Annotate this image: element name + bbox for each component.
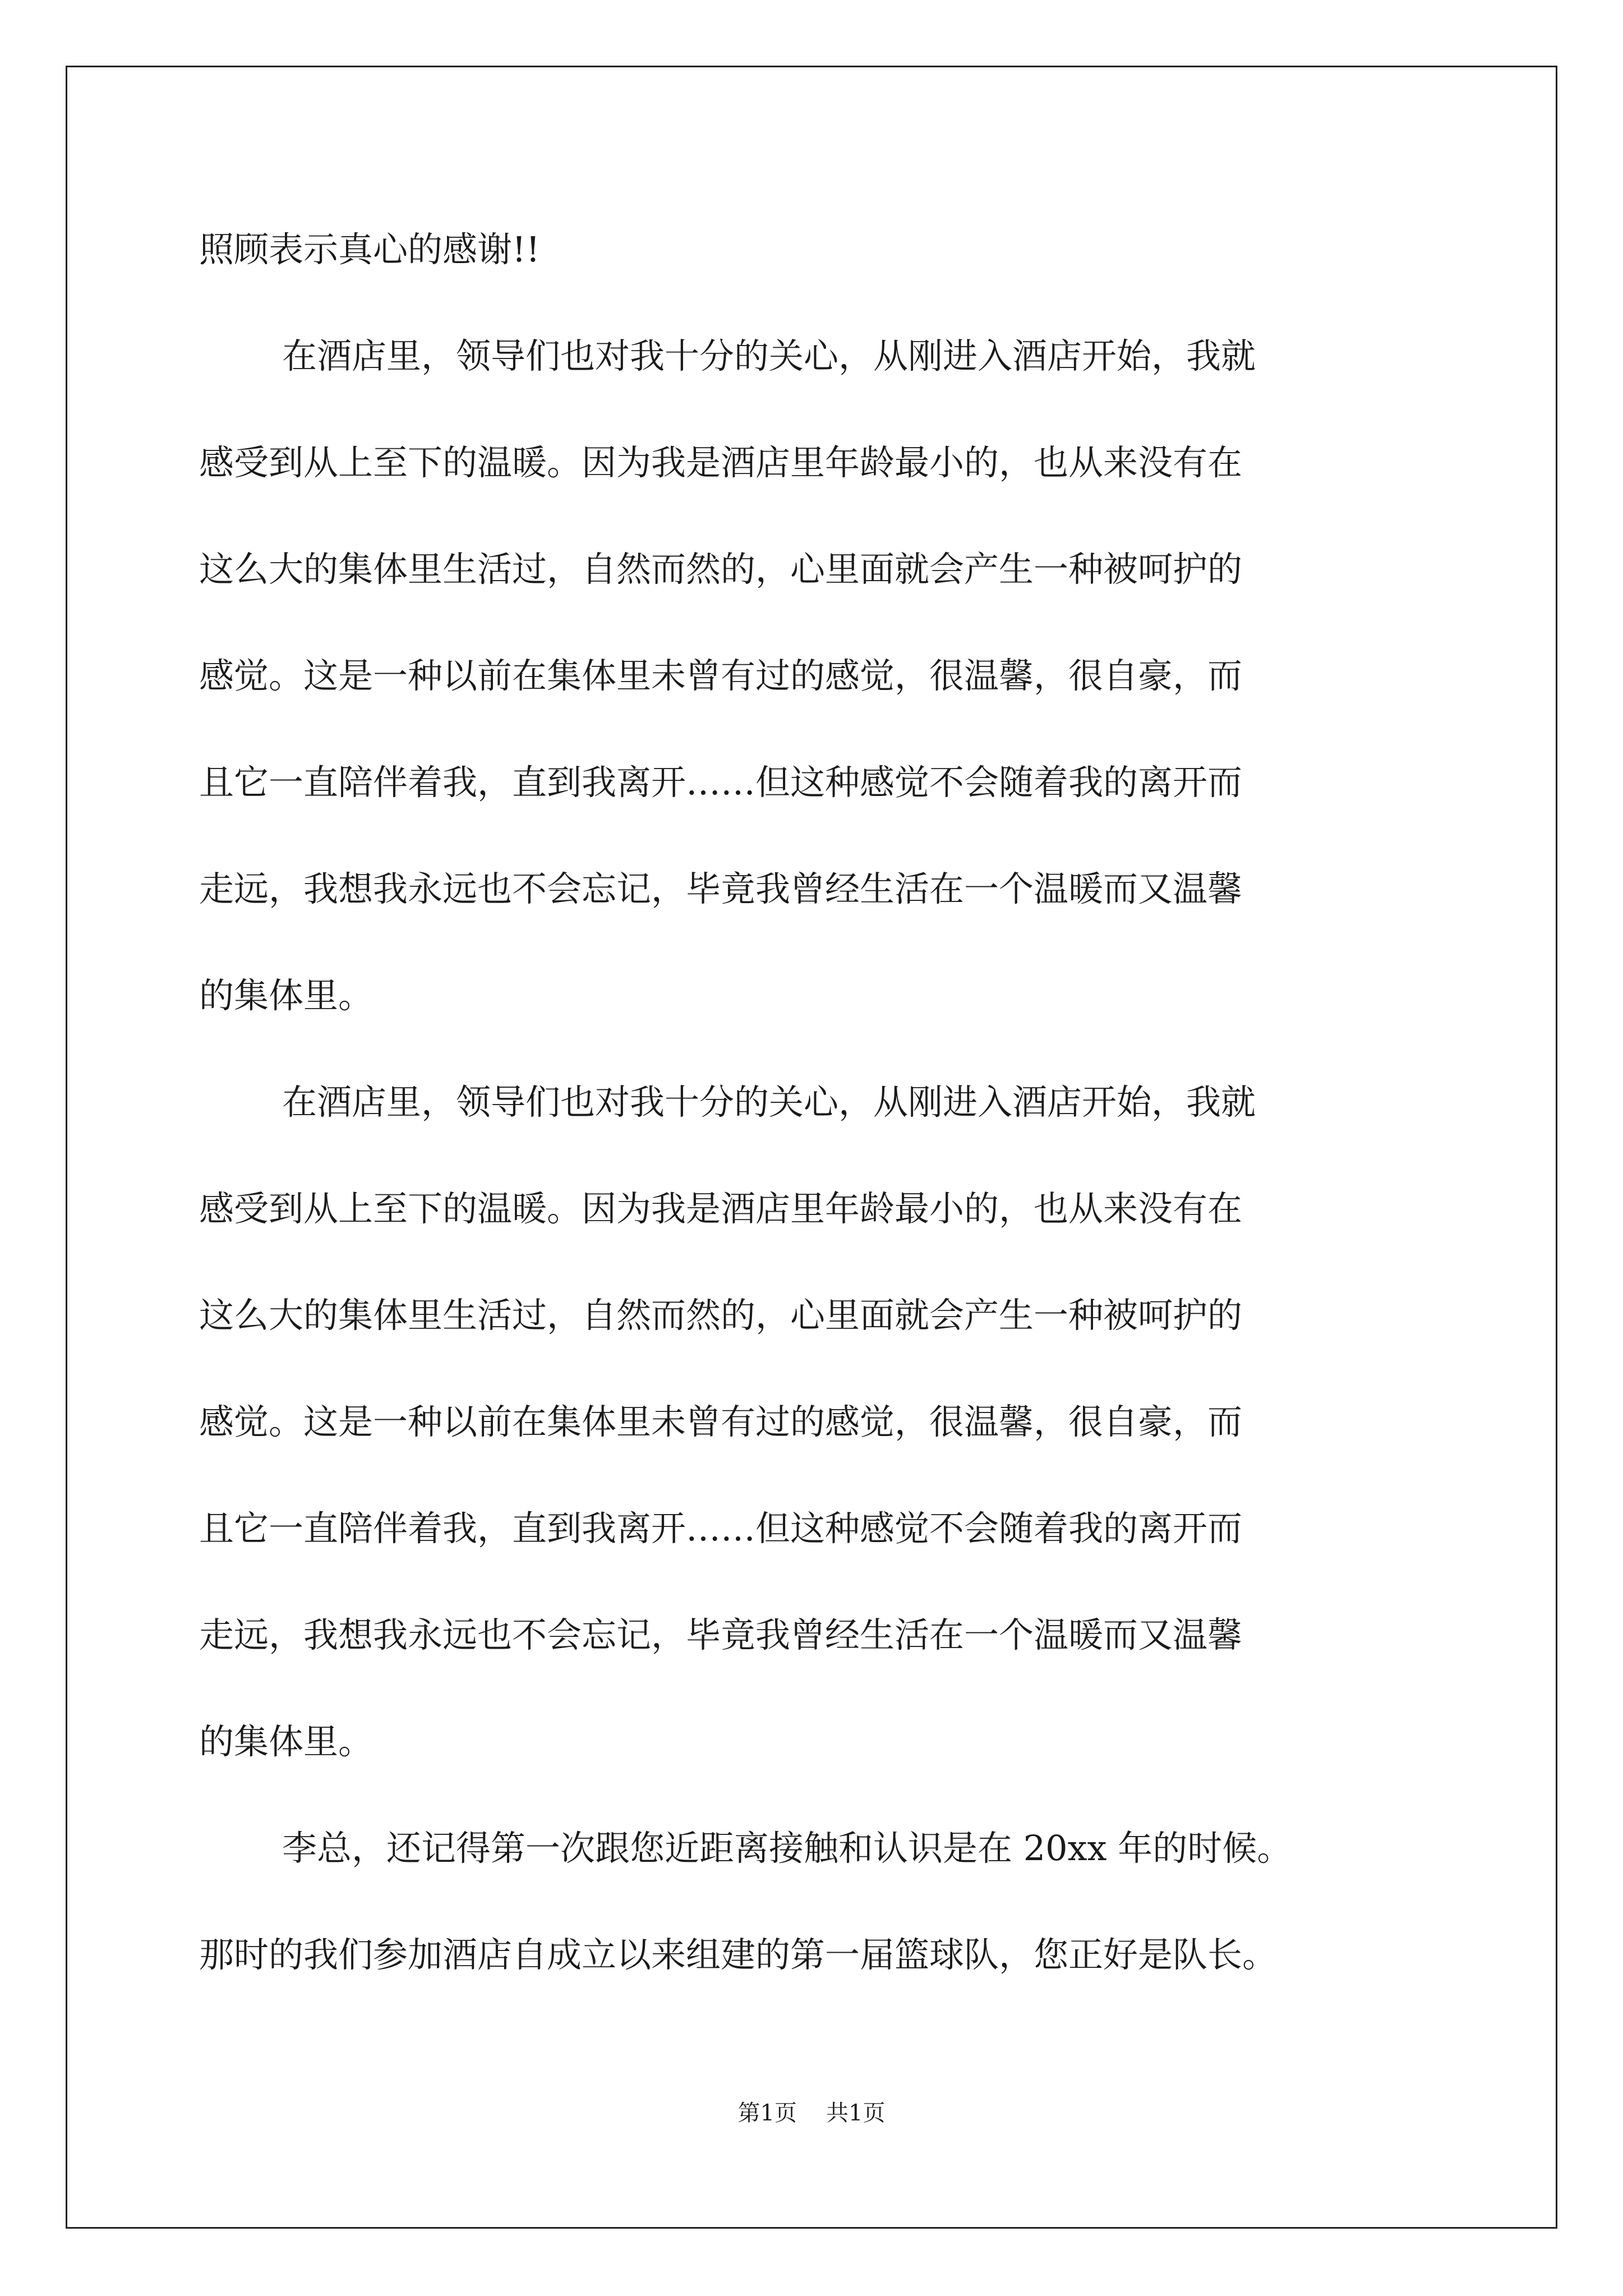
text-line: 这么大的集体里生活过，自然而然的，心里面就会产生一种被呵护的	[199, 549, 1243, 590]
text-line: 的集体里。	[199, 1721, 374, 1762]
text-line: 感受到从上至下的温暖。因为我是酒店里年龄最小的，也从来没有在	[199, 1188, 1243, 1229]
text-line: 感觉。这是一种以前在集体里未曾有过的感觉，很温馨，很自豪，而	[199, 1401, 1243, 1442]
text-line: 走远，我想我永远也不会忘记，毕竟我曾经生活在一个温暖而又温馨	[199, 868, 1243, 909]
text-line: 照顾表示真心的感谢!!	[199, 229, 540, 270]
text-line: 感受到从上至下的温暖。因为我是酒店里年龄最小的，也从来没有在	[199, 442, 1243, 483]
text-line: 在酒店里，领导们也对我十分的关心，从刚进入酒店开始，我就	[282, 335, 1256, 376]
text-line: 在酒店里，领导们也对我十分的关心，从刚进入酒店开始，我就	[282, 1082, 1256, 1122]
text-line: 走远，我想我永远也不会忘记，毕竟我曾经生活在一个温暖而又温馨	[199, 1614, 1243, 1655]
text-line: 感觉。这是一种以前在集体里未曾有过的感觉，很温馨，很自豪，而	[199, 655, 1243, 696]
text-line: 且它一直陪伴着我，直到我离开……但这种感觉不会随着我的离开而	[199, 762, 1243, 803]
page-total: 共1页	[826, 2100, 886, 2126]
document-body	[199, 216, 1427, 2028]
text-line: 那时的我们参加酒店自成立以来组建的第一届篮球队，您正好是队长。	[199, 1934, 1278, 1975]
text-line: 的集体里。	[199, 975, 374, 1016]
text-line: 且它一直陪伴着我，直到我离开……但这种感觉不会随着我的离开而	[199, 1508, 1243, 1549]
text-line: 李总，还记得第一次跟您近距离接触和认识是在 20xx 年的时候。	[282, 1828, 1292, 1869]
page-footer	[0, 2095, 1623, 2127]
page-number: 第1页	[737, 2100, 797, 2126]
text-line: 这么大的集体里生活过，自然而然的，心里面就会产生一种被呵护的	[199, 1295, 1243, 1336]
